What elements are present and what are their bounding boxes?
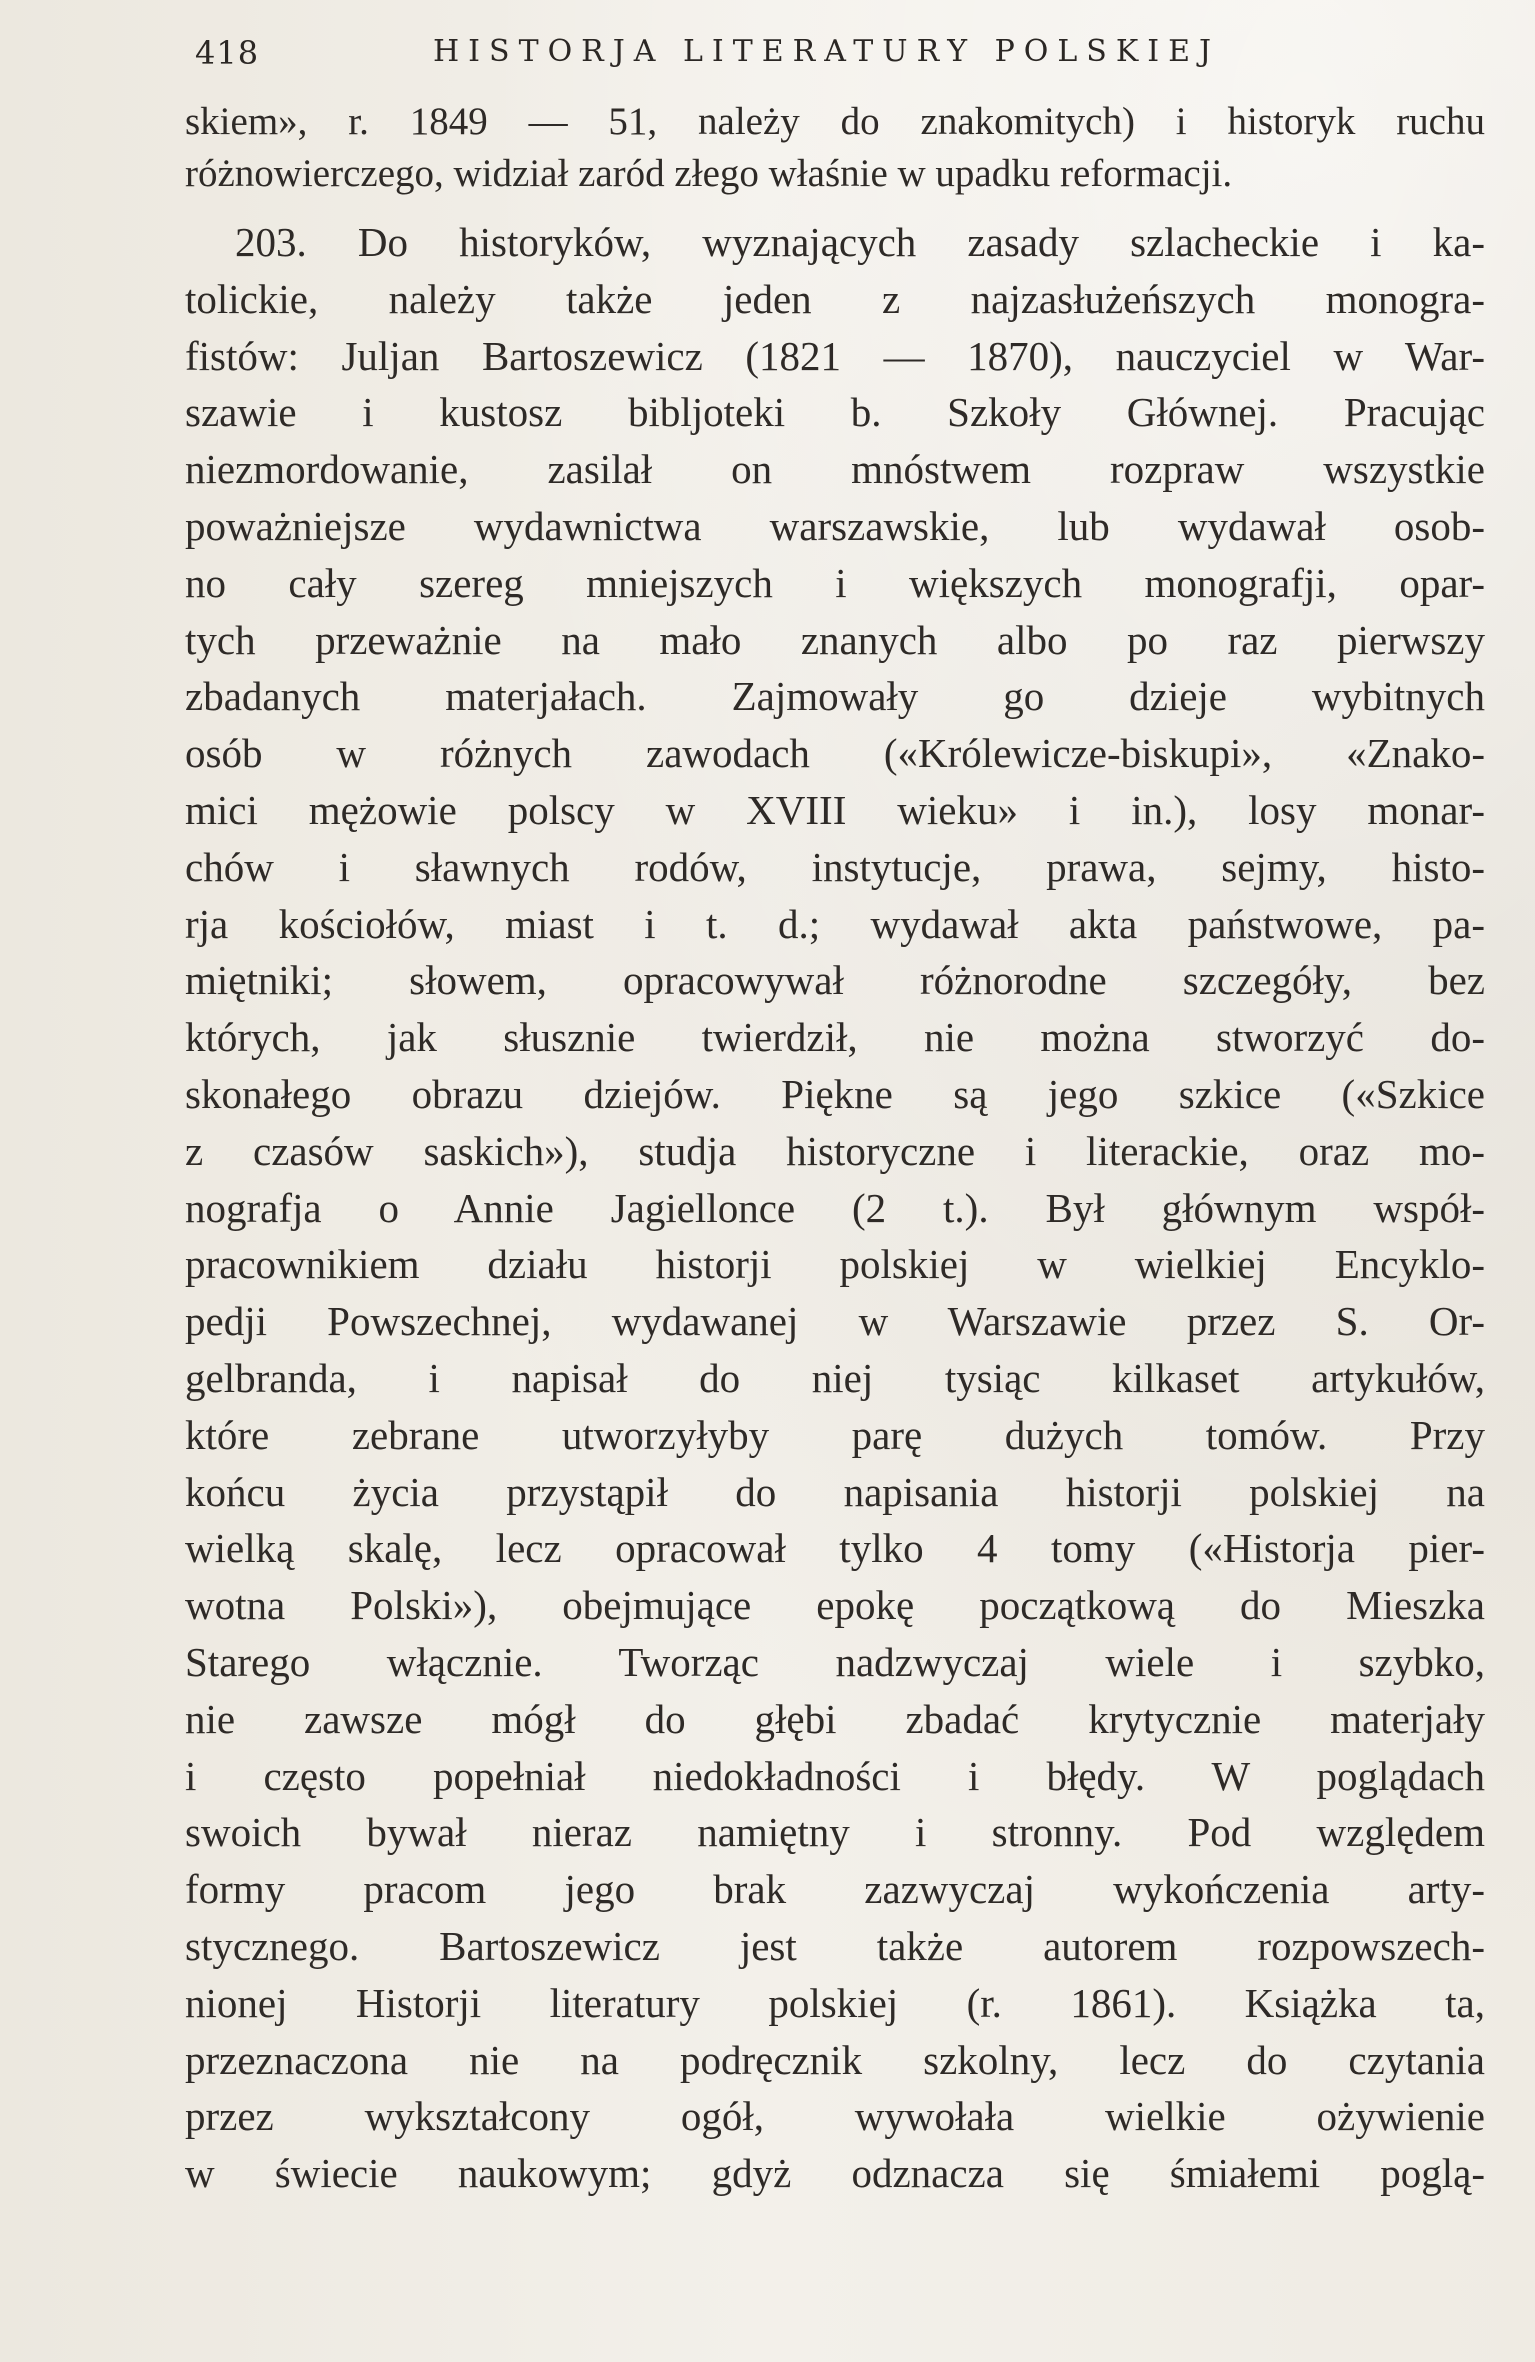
text-line: mici mężowie polscy w XVIII wieku» i in.), losy monar- [185, 786, 1485, 833]
text-line: tolickie, należy także jeden z najzasłużeńszych monogra- [185, 275, 1485, 322]
body-text [185, 96, 1485, 2202]
text-line: rja kościołów, miast i t. d.; wydawał akta państwowe, pa- [185, 900, 1485, 947]
text-line: i często popełniał niedokładności i błędy. W poglądach [185, 1752, 1485, 1799]
running-head: HISTORJA LITERATURY POLSKIEJ [433, 34, 1221, 69]
paragraph-gap [185, 200, 1485, 214]
text-line: poważniejsze wydawnictwa warszawskie, lub wydawał osob- [185, 502, 1485, 549]
text-line: szawie i kustosz bibljoteki b. Szkoły Głównej. Pracując [185, 389, 1485, 436]
text-line: zbadanych materjałach. Zajmowały go dzieje wybitnych [185, 673, 1485, 720]
text-line: końcu życia przystąpił do napisania historji polskiej na [185, 1468, 1485, 1515]
text-line: wielką skalę, lecz opracował tylko 4 tomy («Historja pier- [185, 1525, 1485, 1572]
text-line: różnowierczego, widział zaród złego właśnie w upadku reformacji. [185, 152, 1233, 195]
text-line: wotna Polski»), obejmujące epokę początkową do Mieszka [185, 1582, 1485, 1629]
text-line: przeznaczona nie na podręcznik szkolny, lecz do czytania [185, 2036, 1485, 2083]
page-header [195, 22, 1495, 92]
text-line: nografja o Annie Jagiellonce (2 t.). Był głównym współ- [185, 1184, 1485, 1231]
text-line: skonałego obrazu dziejów. Piękne są jego szkice («Szkice [185, 1070, 1485, 1117]
text-line: w świecie naukowym; gdyż odznacza się śmiałemi poglą- [185, 2150, 1485, 2197]
text-line: pedji Powszechnej, wydawanej w Warszawie przez S. Or- [185, 1298, 1485, 1345]
text-line: których, jak słusznie twierdził, nie można stworzyć do- [185, 1014, 1485, 1061]
text-line: stycznego. Bartoszewicz jest także autorem rozpowszech- [185, 1922, 1485, 1969]
text-line: przez wykształcony ogół, wywołała wielkie ożywienie [185, 2093, 1485, 2140]
text-line: skiem», r. 1849 — 51, należy do znakomitych) i historyk ruchu [185, 100, 1485, 143]
text-line: osób w różnych zawodach («Królewicze-biskupi», «Znako- [185, 730, 1485, 777]
text-line: no cały szereg mniejszych i większych monografji, opar- [185, 559, 1485, 606]
text-line: nionej Historji literatury polskiej (r. 1861). Książka ta, [185, 1979, 1485, 2026]
page-number: 418 [195, 34, 260, 72]
text-line: które zebrane utworzyłyby parę dużych tomów. Przy [185, 1411, 1485, 1458]
text-line: swoich bywał nieraz namiętny i stronny. Pod względem [185, 1809, 1485, 1856]
text-line: z czasów saskich»), studja historyczne i literackie, oraz mo- [185, 1127, 1485, 1174]
text-line: chów i sławnych rodów, instytucje, prawa, sejmy, histo- [185, 843, 1485, 890]
text-line: fistów: Juljan Bartoszewicz (1821 — 1870), nauczyciel w War- [185, 332, 1485, 379]
text-line: miętniki; słowem, opracowywał różnorodne szczegóły, bez [185, 957, 1485, 1004]
text-line: pracownikiem działu historji polskiej w wielkiej Encyklo- [185, 1241, 1485, 1288]
text-line: niezmordowanie, zasilał on mnóstwem rozpraw wszystkie [185, 446, 1485, 493]
text-line: gelbranda, i napisał do niej tysiąc kilkaset artykułów, [185, 1354, 1485, 1401]
text-line: Starego włącznie. Tworząc nadzwyczaj wiele i szybko, [185, 1638, 1485, 1685]
text-line: nie zawsze mógł do głębi zbadać krytycznie materjały [185, 1695, 1485, 1742]
paragraph-start-line: 203. Do historyków, wyznających zasady szlacheckie i ka- [235, 219, 1485, 265]
text-line: tych przeważnie na mało znanych albo po raz pierwszy [185, 616, 1485, 663]
text-line: formy pracom jego brak zazwyczaj wykończenia arty- [185, 1866, 1485, 1913]
